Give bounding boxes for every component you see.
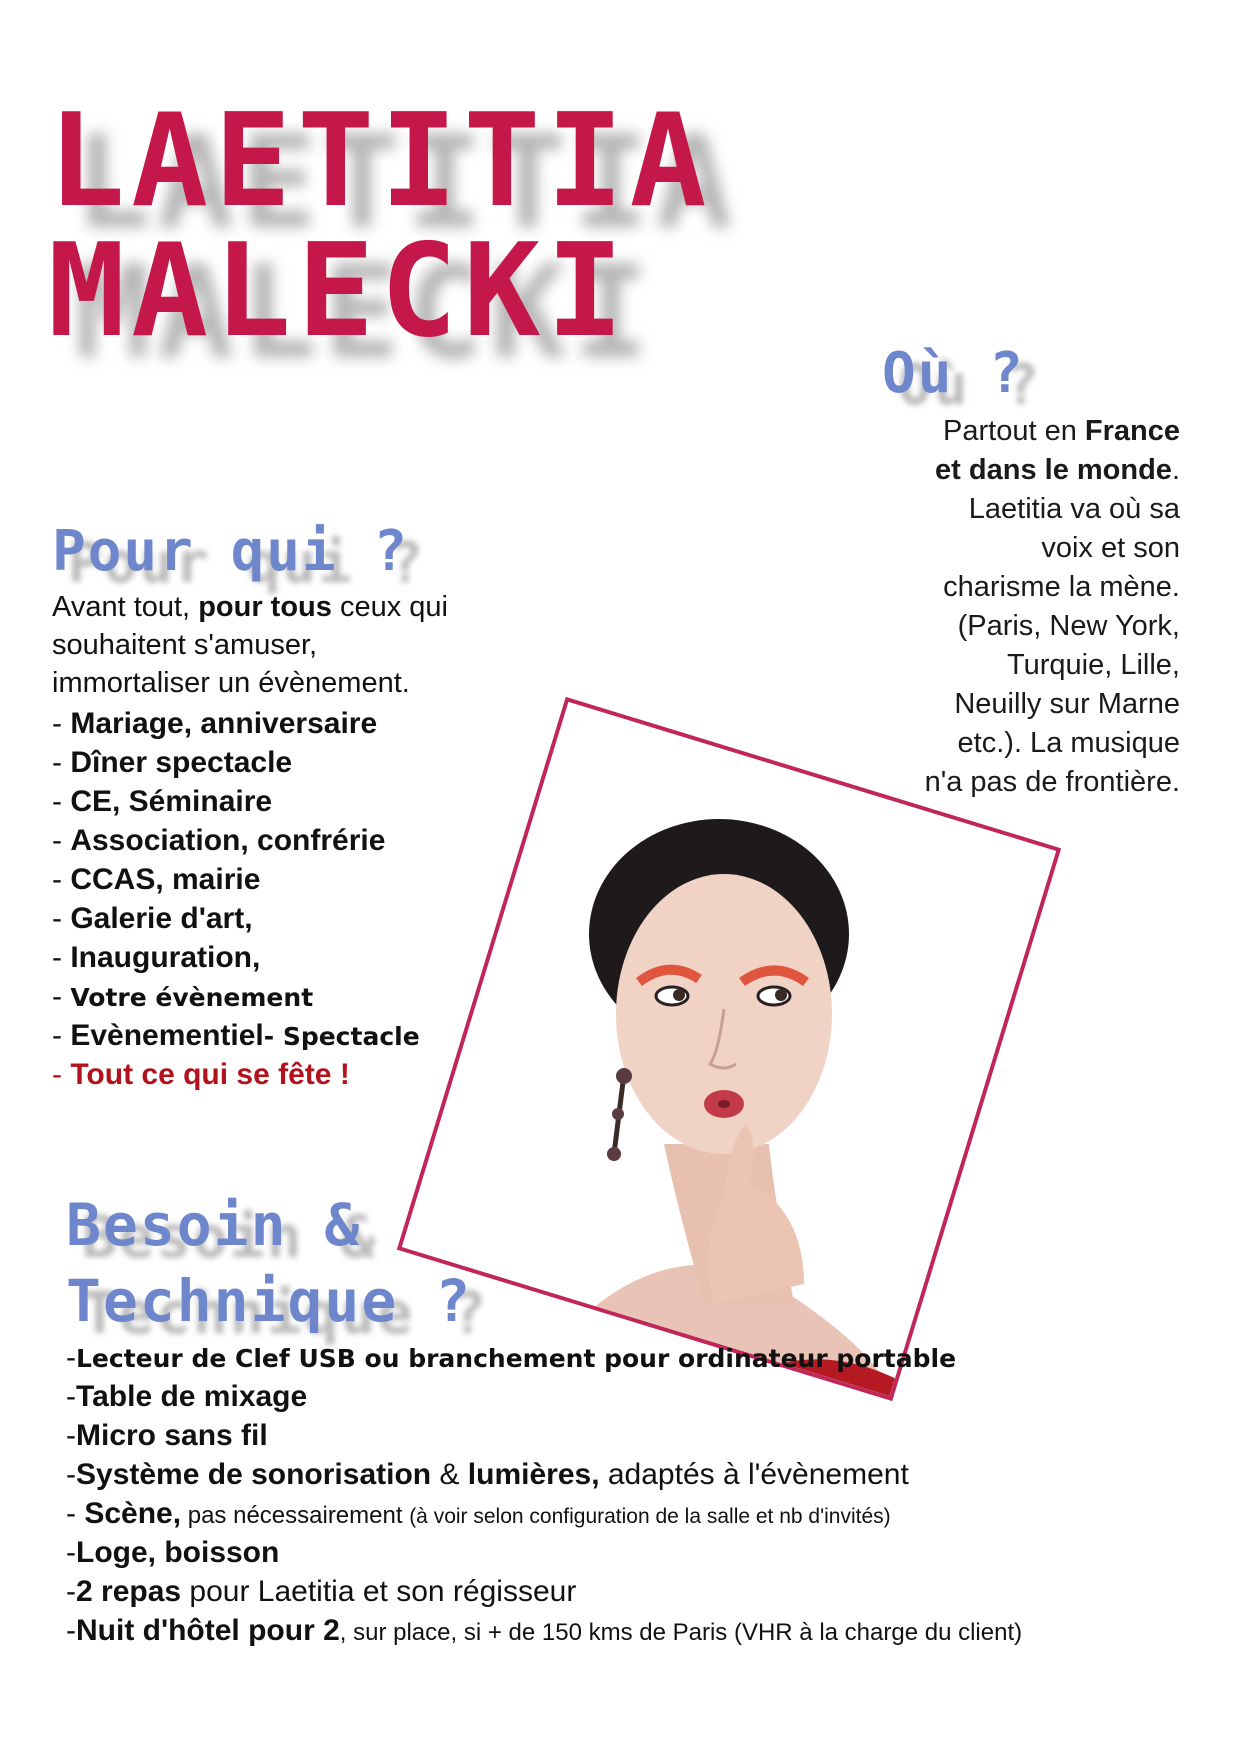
list-item: -2 repas pour Laetitia et son régisseur [66, 1575, 577, 1608]
portrait-illustration [402, 702, 1056, 1396]
list-item: -Micro sans fil [66, 1419, 268, 1452]
list-item: - Association, confrérie [52, 824, 386, 857]
list-item: -Lecteur de Clef USB ou branchement pour ordinateur portable [66, 1341, 957, 1374]
ou-paragraph: Partout en France et dans le monde. Laetitia va où sa voix et son charisme la mène. (Paris, New York, Turquie, Lille, Neuilly sur Marne etc.). La musique n'a pas de frontière. [924, 415, 1180, 798]
list-item: - Mariage, anniversaire [52, 707, 378, 740]
list-item: - Evènementiel- Spectacle [52, 1019, 420, 1052]
list-item: - Galerie d'art, [52, 902, 253, 935]
portrait-photo [397, 697, 1061, 1401]
heading-ou: Où ? [882, 341, 1025, 406]
besoin-list [66, 1338, 1022, 1650]
list-item: -Table de mixage [66, 1380, 308, 1413]
list-item: - CCAS, mairie [52, 863, 261, 896]
list-item: - Inauguration, [52, 941, 261, 974]
heading-besoin: Besoin & [66, 1191, 362, 1259]
list-item: - CE, Séminaire [52, 785, 273, 818]
heading-pour-qui: Pour qui ? [52, 519, 410, 584]
list-item: -Système de sonorisation & lumières, adaptés à l'évènement [66, 1458, 909, 1491]
list-item: -Loge, boisson [66, 1536, 280, 1569]
pour-qui-intro: Avant tout, pour tous ceux qui souhaitent s'amuser, immortaliser un évènement. [52, 591, 448, 699]
heading-technique: Technique ? [66, 1267, 473, 1335]
title-line-2: MALECKI [48, 217, 630, 366]
list-item: -Nuit d'hôtel pour 2, sur place, si + de 150 kms de Paris (VHR à la charge du client) [66, 1614, 1023, 1647]
title-line-1: LAETITIA [48, 87, 713, 236]
list-item: - Dîner spectacle [52, 746, 293, 779]
pour-qui-list [52, 704, 420, 1094]
list-item: - Scène, pas nécessairement (à voir selon configuration de la salle et nb d'invités) [66, 1497, 891, 1530]
list-item-highlight: - Tout ce qui se fête ! [52, 1058, 350, 1091]
list-item: - Votre évènement [52, 980, 314, 1013]
